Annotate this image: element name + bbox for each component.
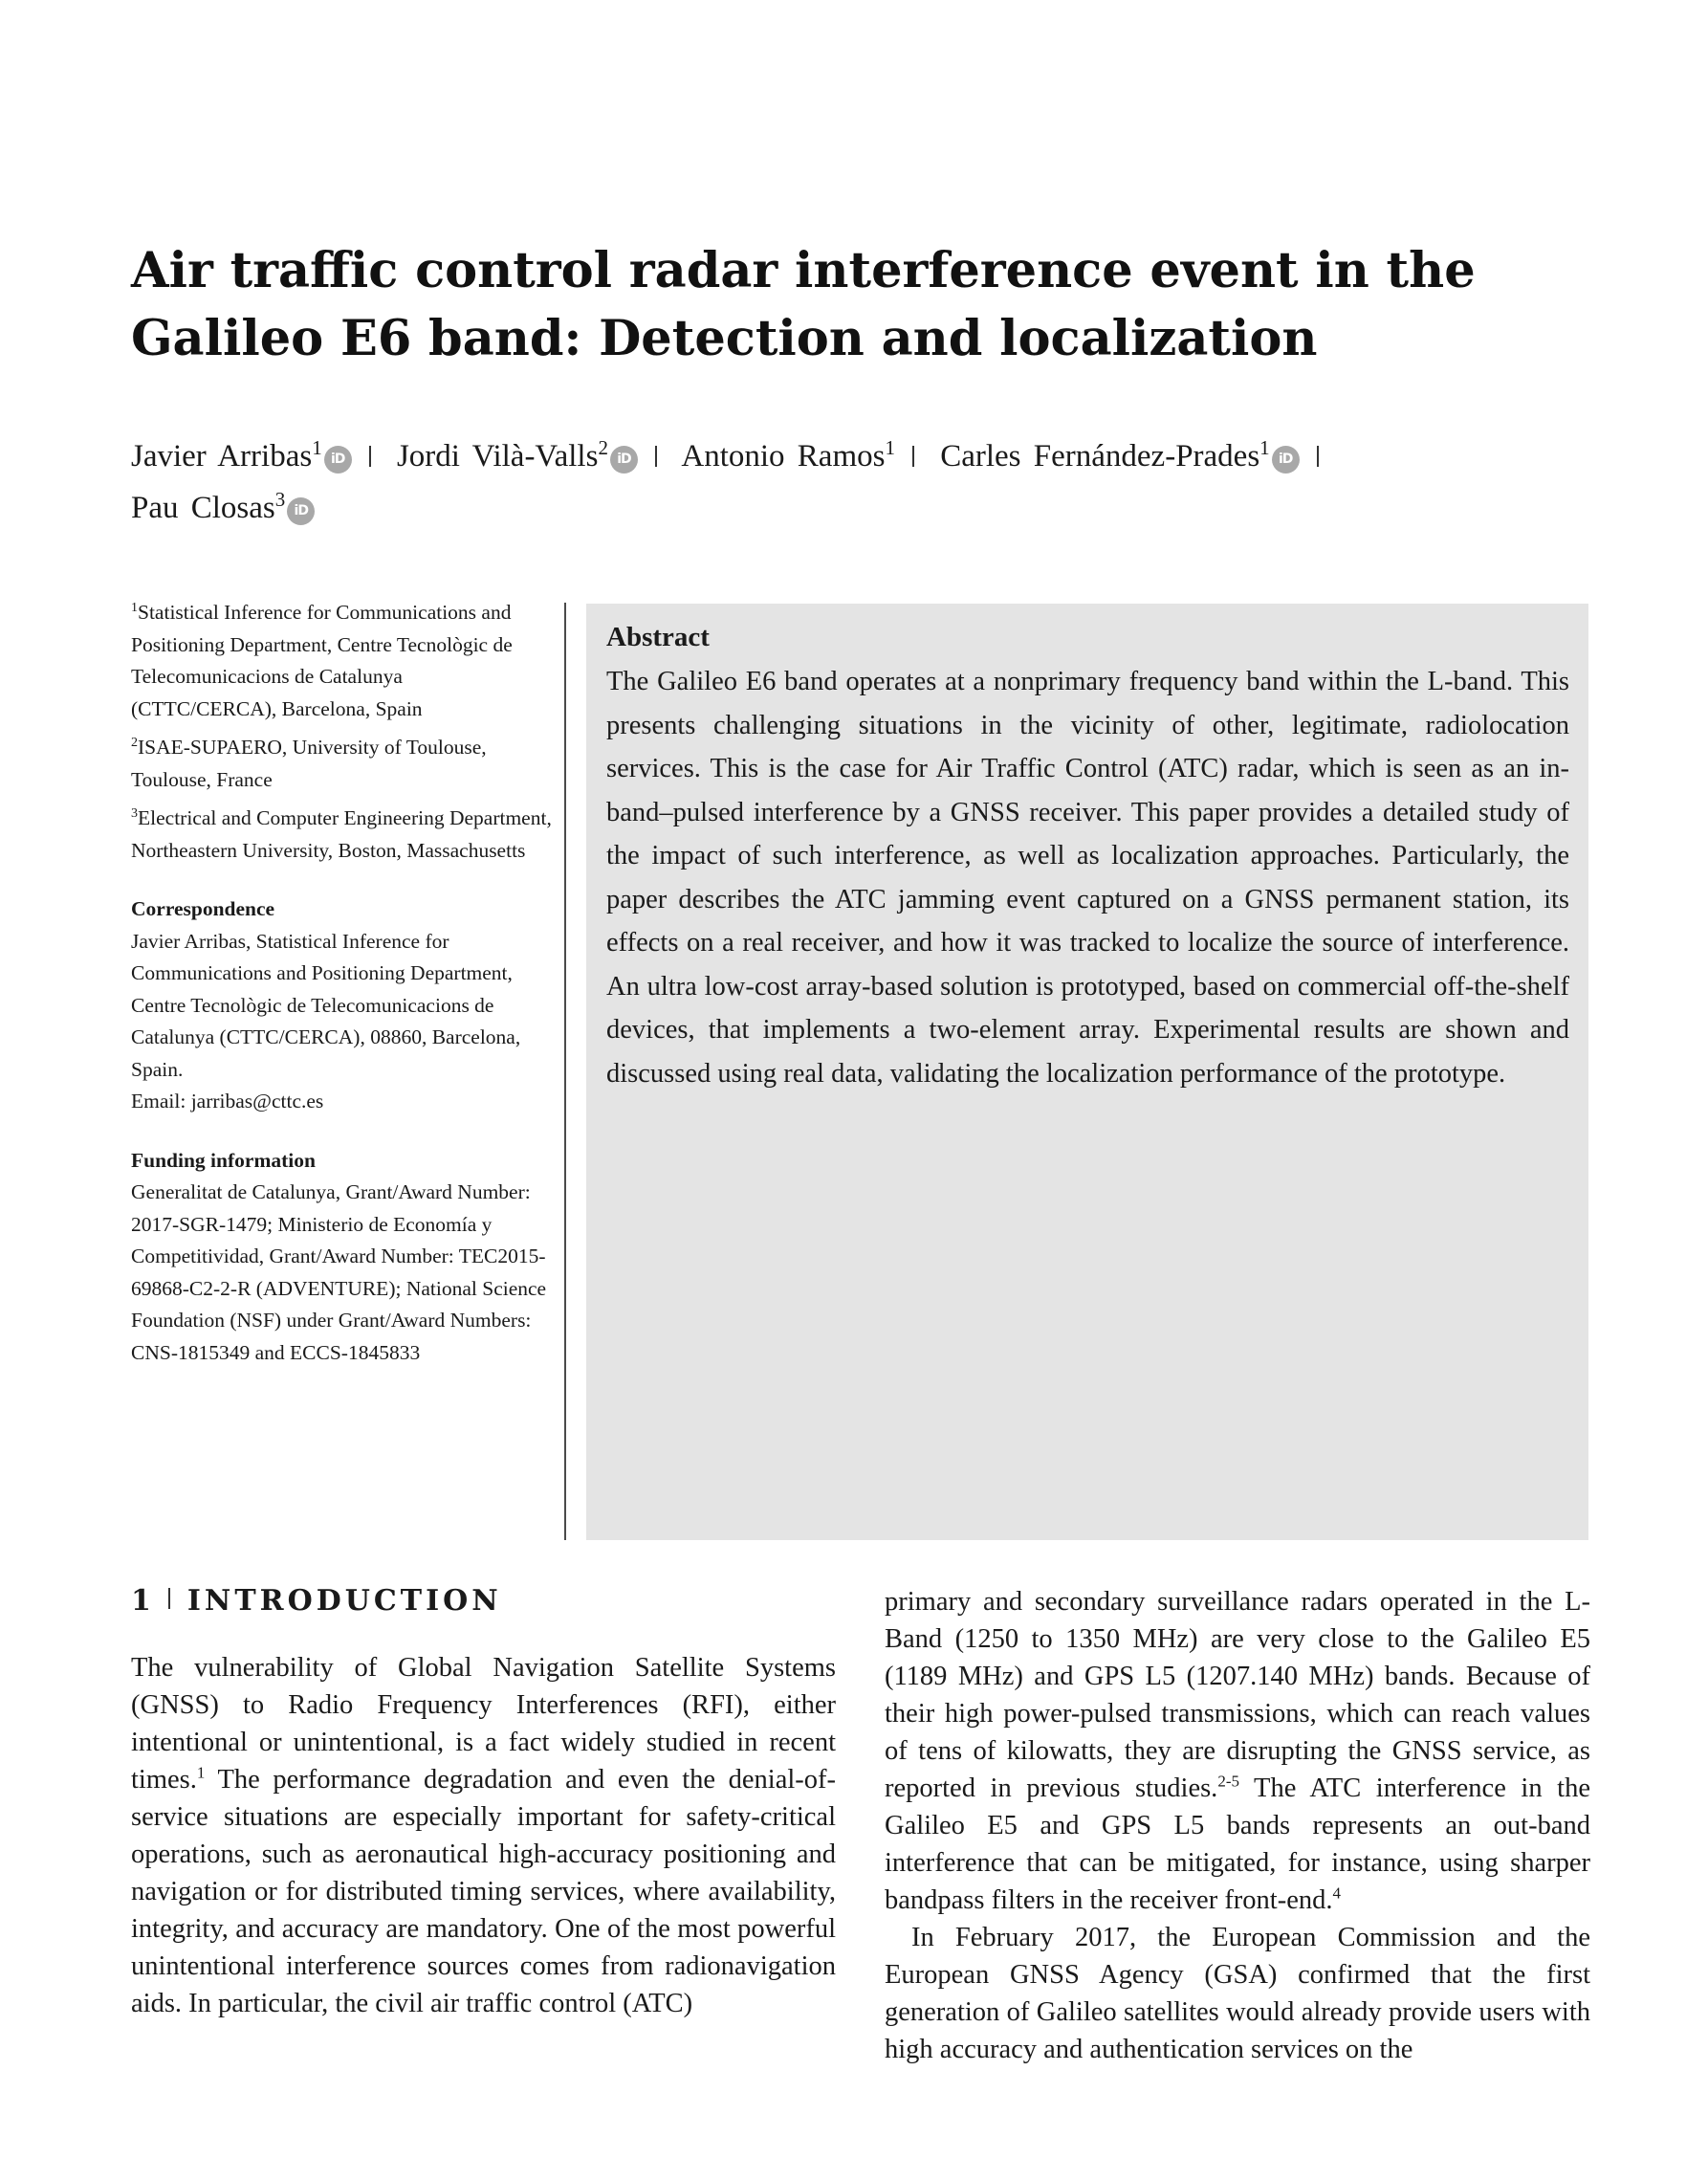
intro-paragraph [131, 1649, 836, 2022]
affiliation-marker: 1 [1259, 436, 1270, 459]
affiliation [131, 803, 552, 867]
orcid-icon[interactable]: iD [1272, 446, 1300, 474]
funding-text: Generalitat de Catalunya, Grant/Award Number: 2017-SGR-1479; Ministerio de Economía y Competitividad, Grant/Award Number: TEC2015-69868-C2-2-R (ADVENTURE); National Science Foundation (NSF) under Grant/Award Numbers: CNS-1815349 and ECCS-1845833 [131, 1180, 547, 1364]
author-separator [655, 446, 657, 467]
affiliation-marker: 2 [598, 436, 608, 459]
author [396, 436, 638, 474]
intro-paragraph: In February 2017, the European Commission and the European GNSS Agency (GSA) confirmed that the first generation of Galileo satellites would already provide users with high accuracy and authentication services on the [885, 1923, 1590, 2064]
citation-ref[interactable]: 4 [1332, 1884, 1341, 1903]
author-separator [369, 446, 371, 467]
correspondence-heading: Correspondence [131, 897, 275, 920]
affiliation-text: Electrical and Computer Engineering Department, Northeastern University, Boston, Massachusetts [131, 806, 552, 862]
paragraph-text: The vulnerability of Global Navigation Satellite Systems (GNSS) to Radio Frequency Interferences (RFI), either intentional or unintentional, is a fact widely studied in recent times. [131, 1653, 836, 1795]
section-number: 1 [131, 1584, 151, 1618]
orcid-icon[interactable]: iD [287, 497, 315, 525]
author-name: Antonio Ramos [681, 439, 886, 474]
author-name: Pau Closas [131, 491, 275, 525]
body-column-right [885, 1583, 1590, 2068]
affiliation [131, 732, 552, 796]
correspondence-address: Javier Arribas, Statistical Inference for Communications and Positioning Department, Centre Tecnològic de Telecomunicacions de Catalunya (CTTC/CERCA), 08860, Barcelona, Spain. [131, 929, 521, 1081]
abstract-box [586, 604, 1588, 1540]
author [681, 436, 895, 474]
affiliation [131, 597, 552, 725]
author-separator [1317, 446, 1319, 467]
correspondence-text [131, 926, 552, 1118]
intro-paragraph-continued [885, 1583, 1590, 1919]
author-name: Carles Fernández-Prades [940, 439, 1260, 474]
paragraph-text: primary and secondary surveillance radars operated in the L-Band (1250 to 1350 MHz) are very close to the Galileo E5 (1189 MHz) and GPS L5 (1207.140 MHz) bands. Because of their high power-pulsed transmissions, which can reach values of tens of kilowatts, they are disrupting the GNSS service, as reported in previous studies. [885, 1587, 1590, 1803]
paragraph-text: The ATC interference in the Galileo E5 and GPS L5 bands represents an out-band interference that can be mitigated, for instance, using sharper bandpass filters in the receiver front-end. [885, 1773, 1590, 1915]
orcid-icon[interactable]: iD [324, 446, 352, 474]
section-title: INTRODUCTION [186, 1584, 502, 1618]
affiliation-number: 1 [131, 600, 138, 615]
affiliation-number: 2 [131, 735, 138, 750]
section-heading [131, 1580, 836, 1622]
metadata-column [131, 597, 552, 1369]
citation-ref[interactable]: 2-5 [1217, 1772, 1239, 1791]
author-name: Jordi Vilà-Valls [396, 439, 599, 474]
section-separator [168, 1588, 170, 1609]
correspondence-email[interactable]: Email: jarribas@cttc.es [131, 1090, 324, 1113]
orcid-icon[interactable]: iD [610, 446, 638, 474]
funding-heading: Funding information [131, 1148, 316, 1172]
author-name: Javier Arribas [131, 439, 313, 474]
author [131, 436, 352, 474]
paper-title: Air traffic control radar interference event in the Galileo E6 band: Detection and localization [131, 242, 1476, 367]
author-separator [912, 446, 914, 467]
affiliation-marker: 3 [274, 488, 286, 511]
affiliation-number: 3 [131, 805, 138, 821]
affiliation-text: ISAE-SUPAERO, University of Toulouse, Toulouse, France [131, 736, 487, 791]
affiliation-marker: 1 [885, 436, 895, 459]
abstract-heading: Abstract [606, 622, 710, 652]
body-column-left [131, 1583, 836, 2022]
paragraph-text: The performance degradation and even the denial-of-service situations are especially important for safety-critical operations, such as aeronautical high-accuracy positioning and navigation or for distributed timing services, where availability, integrity, and accuracy are mandatory. One of the most powerful unintentional interference sources comes from radionavigation aids. In particular, the civil air traffic control (ATC) [131, 1765, 836, 2018]
column-divider [564, 603, 566, 1540]
author-list [131, 430, 1594, 534]
author [131, 488, 315, 525]
affiliation-text: Statistical Inference for Communications and Positioning Department, Centre Tecnològic de Telecomunicacions de Catalunya (CTTC/CERCA), Barcelona, Spain [131, 601, 513, 720]
citation-ref[interactable]: 1 [196, 1763, 206, 1782]
abstract-text: The Galileo E6 band operates at a nonprimary frequency band within the L-band. This presents challenging situations in the vicinity of other, legitimate, radiolocation services. This is the case for Air Traffic Control (ATC) radar, which is seen as an in-band–pulsed interference by a GNSS receiver. This paper provides a detailed study of the impact of such interference, as well as localization approaches. Particularly, the paper describes the ATC jamming event captured on a GNSS permanent station, its effects on a real receiver, and how it was tracked to localize the source of interference. An ultra low-cost array-based solution is prototyped, based on commercial off-the-shelf devices, that implements a two-element array. Experimental results are shown and discussed using real data, validating the localization performance of the prototype. [606, 667, 1569, 1089]
affiliation-marker: 1 [312, 436, 322, 459]
author [940, 436, 1299, 474]
